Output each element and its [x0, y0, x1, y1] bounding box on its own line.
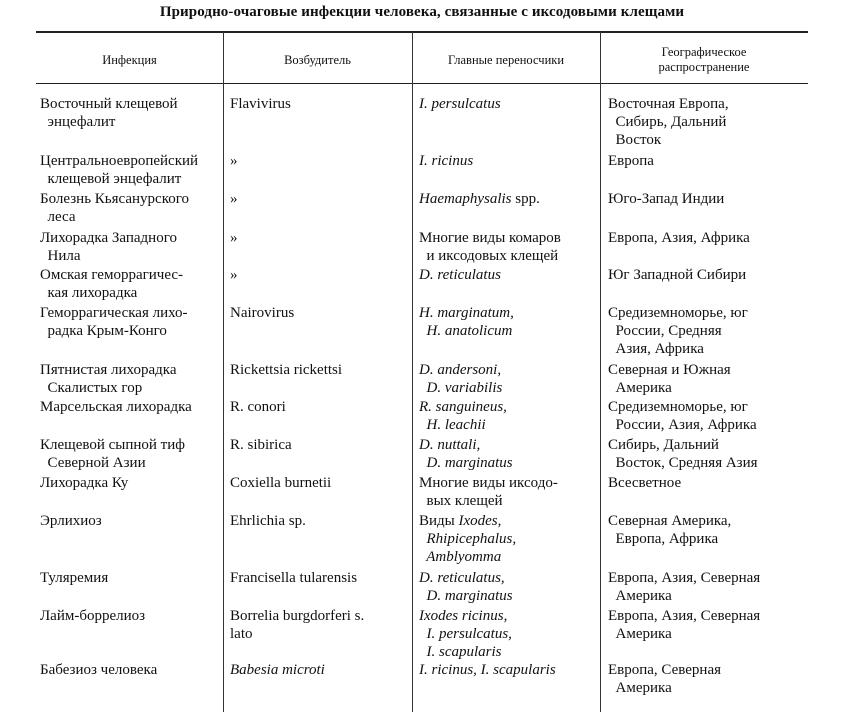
- cell-geography: [608, 95, 729, 149]
- header-bottom-rule: [36, 83, 808, 84]
- cell-vectors: [419, 569, 513, 605]
- cell-line: Средиземноморье, юг: [608, 399, 748, 415]
- cell-infection: [40, 190, 189, 226]
- cell-geography: [608, 661, 721, 697]
- cell-agent: [230, 229, 238, 247]
- cell-geography: [608, 436, 758, 472]
- cell-geography: [608, 361, 731, 397]
- cell-line: России, Средняя: [608, 323, 722, 339]
- cell-vectors: [419, 474, 558, 510]
- cell-geography: [608, 190, 724, 208]
- cell-line: Америка: [608, 588, 672, 604]
- cell-line: Виды Ixodes,: [419, 513, 502, 529]
- cell-vectors: [419, 152, 473, 170]
- cell-agent: [230, 266, 238, 284]
- cell-line: радка Крым-Конго: [40, 323, 167, 339]
- cell-agent: [230, 361, 342, 379]
- cell-line: I. ricinus: [419, 153, 474, 169]
- cell-geography: [608, 229, 750, 247]
- cell-line: Borrelia burgdorferi s.: [230, 608, 365, 624]
- cell-agent: [230, 304, 294, 322]
- cell-vectors: [419, 229, 561, 265]
- cell-line: R. conori: [230, 399, 286, 415]
- cell-line: России, Азия, Африка: [608, 417, 757, 433]
- cell-line: D. variabilis: [419, 380, 503, 396]
- column-divider-1: [223, 32, 224, 712]
- cell-line: Babesia microti: [230, 662, 325, 678]
- cell-vectors: [419, 361, 502, 397]
- cell-line: Восточный клещевой: [40, 96, 178, 112]
- cell-agent: [230, 152, 238, 170]
- cell-line: Многие виды комаров: [419, 230, 561, 246]
- cell-infection: [40, 474, 128, 492]
- cell-line: »: [230, 230, 238, 246]
- cell-line: »: [230, 191, 238, 207]
- cell-line: Северной Азии: [40, 455, 146, 471]
- cell-line: кая лихорадка: [40, 285, 138, 301]
- cell-line: Всесветное: [608, 475, 682, 491]
- cell-line: D. marginatus: [419, 588, 513, 604]
- cell-line: Восточная Европа,: [608, 96, 729, 112]
- cell-line: I. ricinus, I. scapularis: [419, 662, 556, 678]
- cell-line: Северная Америка,: [608, 513, 732, 529]
- cell-line: Лайм-боррелиоз: [40, 608, 146, 624]
- cell-agent: [230, 190, 238, 208]
- cell-line: и иксодовых клещей: [419, 248, 559, 264]
- cell-infection: [40, 607, 145, 625]
- cell-geography: [608, 512, 731, 548]
- cell-line: Юг Западной Сибири: [608, 267, 747, 283]
- cell-line: Восток: [608, 132, 662, 148]
- cell-vectors: [419, 95, 501, 113]
- cell-line: Геморрагическая лихо-: [40, 305, 188, 321]
- cell-line: »: [230, 267, 238, 283]
- column-divider-2: [412, 32, 413, 712]
- cell-line: Европа, Азия, Северная: [608, 608, 761, 624]
- cell-line: Восток, Средняя Азия: [608, 455, 758, 471]
- cell-line: »: [230, 153, 238, 169]
- cell-geography: [608, 474, 681, 492]
- cell-line: D. andersoni,: [419, 362, 502, 378]
- cell-line: Клещевой сыпной тиф: [40, 437, 185, 453]
- cell-agent: [230, 512, 306, 530]
- cell-line: D. marginatus: [419, 455, 513, 471]
- cell-line: Скалистых гор: [40, 380, 143, 396]
- cell-line: D. nuttali,: [419, 437, 481, 453]
- cell-line: Ehrlichia sp.: [230, 513, 306, 529]
- cell-line: D. reticulatus,: [419, 570, 505, 586]
- cell-vectors: [419, 661, 556, 679]
- cell-line: Юго-Запад Индии: [608, 191, 725, 207]
- cell-infection: [40, 152, 198, 188]
- cell-line: Европа, Азия, Северная: [608, 570, 761, 586]
- cell-agent: [230, 398, 286, 416]
- cell-line: леса: [40, 209, 76, 225]
- cell-infection: [40, 229, 177, 265]
- cell-line: R. sibirica: [230, 437, 292, 453]
- header-agent: Возбудитель: [284, 52, 351, 67]
- cell-vectors: [419, 607, 512, 661]
- cell-line: клещевой энцефалит: [40, 171, 182, 187]
- cell-infection: [40, 512, 102, 530]
- cell-line: Марсельская лихорадка: [40, 399, 192, 415]
- cell-line: Средиземноморье, юг: [608, 305, 748, 321]
- cell-line: Сибирь, Дальний: [608, 114, 727, 130]
- cell-line: Европа, Северная: [608, 662, 722, 678]
- cell-line: Бабезиоз человека: [40, 662, 158, 678]
- cell-line: Francisella tularensis: [230, 570, 358, 586]
- cell-line: R. sanguineus,: [419, 399, 507, 415]
- cell-line: Европа, Азия, Африка: [608, 230, 750, 246]
- cell-vectors: [419, 398, 507, 434]
- cell-line: Сибирь, Дальний: [608, 437, 719, 453]
- cell-vectors: [419, 436, 513, 472]
- cell-line: Coxiella burnetii: [230, 475, 332, 491]
- cell-line: Америка: [608, 380, 672, 396]
- cell-vectors: [419, 304, 514, 340]
- cell-line: Многие виды иксодо-: [419, 475, 558, 491]
- cell-line: Пятнистая лихорадка: [40, 362, 177, 378]
- cell-agent: [230, 436, 292, 454]
- cell-infection: [40, 266, 183, 302]
- cell-line: Азия, Африка: [608, 341, 704, 357]
- cell-geography: [608, 266, 746, 284]
- header-geography: Географическое распространение: [658, 45, 750, 74]
- cell-line: Туляремия: [40, 570, 109, 586]
- cell-line: Европа, Африка: [608, 531, 719, 547]
- cell-agent: [230, 95, 291, 113]
- cell-infection: [40, 398, 192, 416]
- cell-infection: [40, 661, 157, 679]
- cell-line: H. marginatum,: [419, 305, 514, 321]
- cell-vectors: [419, 512, 516, 566]
- cell-line: I. persulcatus: [419, 96, 501, 112]
- cell-line: Болезнь Кьясанурского: [40, 191, 190, 207]
- cell-agent: [230, 607, 364, 643]
- cell-line: Омская геморрагичес-: [40, 267, 184, 283]
- cell-infection: [40, 304, 188, 340]
- cell-line: Rickettsia rickettsi: [230, 362, 343, 378]
- cell-line: Нила: [40, 248, 81, 264]
- cell-vectors: [419, 266, 501, 284]
- cell-line: Ixodes ricinus,: [419, 608, 508, 624]
- cell-line: Европа: [608, 153, 654, 169]
- cell-line: I. persulcatus,: [419, 626, 512, 642]
- cell-geography: [608, 152, 654, 170]
- cell-vectors: [419, 190, 540, 208]
- cell-line: Лихорадка Ку: [40, 475, 129, 491]
- cell-line: Центральноевропейский: [40, 153, 199, 169]
- cell-line: Rhipicephalus,: [419, 531, 517, 547]
- cell-geography: [608, 607, 760, 643]
- cell-line: Лихорадка Западного: [40, 230, 177, 246]
- cell-line: lato: [230, 626, 253, 642]
- cell-geography: [608, 398, 757, 434]
- cell-line: Haemaphysalis spp.: [419, 191, 540, 207]
- cell-agent: [230, 569, 357, 587]
- cell-geography: [608, 304, 748, 358]
- cell-line: Nairovirus: [230, 305, 295, 321]
- cell-line: D. reticulatus: [419, 267, 501, 283]
- cell-line: Amblyomma: [419, 549, 502, 565]
- cell-line: энцефалит: [40, 114, 116, 130]
- cell-agent: [230, 474, 331, 492]
- cell-agent: [230, 661, 325, 679]
- cell-infection: [40, 361, 177, 397]
- column-divider-3: [600, 32, 601, 712]
- cell-line: Flavivirus: [230, 96, 291, 112]
- table-top-rule: [36, 31, 808, 33]
- cell-infection: [40, 436, 185, 472]
- cell-line: Америка: [608, 680, 672, 696]
- table-caption: Природно-очаговые инфекции человека, связанные с иксодовыми клещами: [159, 4, 685, 20]
- cell-geography: [608, 569, 760, 605]
- cell-line: H. leachii: [419, 417, 486, 433]
- cell-line: H. anatolicum: [419, 323, 513, 339]
- cell-line: вых клещей: [419, 493, 503, 509]
- cell-line: I. scapularis: [419, 644, 502, 660]
- cell-infection: [40, 95, 178, 131]
- cell-line: Эрлихиоз: [40, 513, 102, 529]
- header-infection: Инфекция: [102, 52, 157, 67]
- cell-line: Америка: [608, 626, 672, 642]
- cell-infection: [40, 569, 108, 587]
- cell-line: Северная и Южная: [608, 362, 731, 378]
- header-vectors: Главные переносчики: [447, 52, 565, 67]
